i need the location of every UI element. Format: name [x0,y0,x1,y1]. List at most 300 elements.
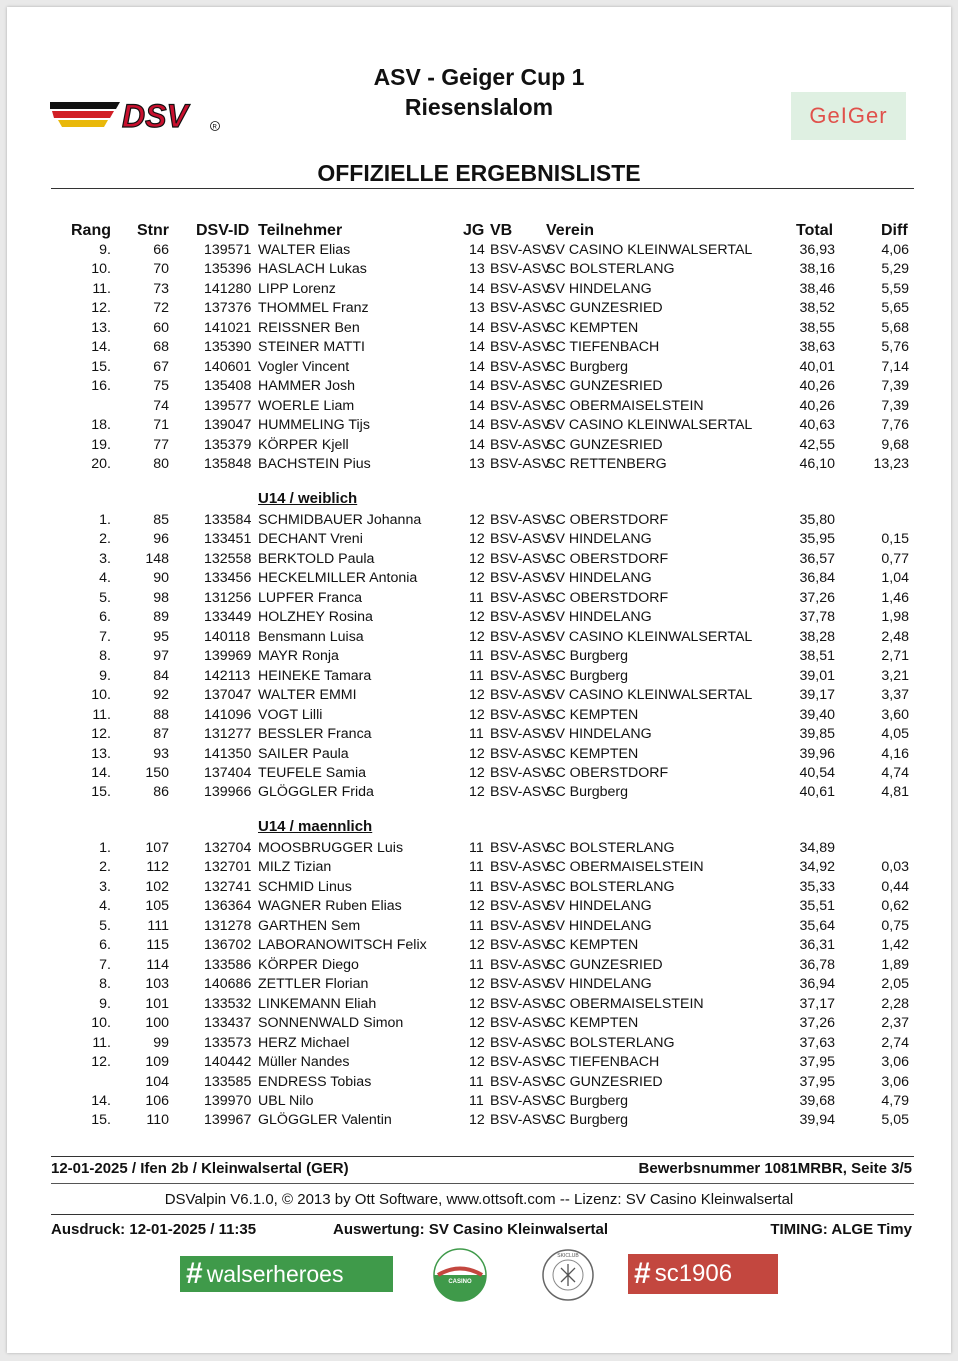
total-time: 38,28 [799,628,835,645]
club: SV HINDELANG [546,917,652,934]
total-time: 35,95 [799,531,835,548]
club: SC TIEFENBACH [546,339,660,356]
total-time: 37,95 [799,1073,835,1090]
time-diff: 1,42 [881,937,909,954]
stnr: 77 [153,436,169,453]
athlete-name: BESSLER Franca [258,726,372,743]
competition-number: Bewerbsnummer 1081MRBR, Seite 3/5 [638,1160,912,1177]
birth-year: 12 [469,570,485,587]
time-diff: 5,29 [881,261,909,278]
rang: 15. [91,1112,111,1129]
stnr: 106 [145,1092,169,1109]
association: BSV-ASV [490,995,551,1012]
table-row [0,456,958,475]
total-time: 40,26 [799,397,835,414]
total-time: 37,17 [799,995,835,1012]
time-diff: 2,28 [881,995,909,1012]
total-time: 36,93 [799,242,835,258]
stnr: 71 [153,417,169,434]
association: BSV-ASV [490,687,551,704]
dsv-id: 142113 [204,667,251,684]
dsv-id: 139969 [204,648,252,665]
table-row [0,359,958,378]
sc1906-logo: # sc1906 [628,1254,778,1294]
birth-year: 14 [469,417,485,434]
total-time: 37,95 [799,1054,835,1071]
athlete-name: THOMMEL Franz [258,300,369,317]
association: BSV-ASV [490,456,551,473]
stnr: 88 [153,706,169,723]
club: SV HINDELANG [546,570,652,587]
birth-year: 12 [469,512,485,528]
rang: 12. [91,726,111,743]
total-time: 40,26 [799,378,835,395]
association: BSV-ASV [490,1092,551,1109]
association: BSV-ASV [490,917,551,934]
association: BSV-ASV [490,628,551,645]
table-row [0,320,958,339]
svg-text:DSV: DSV [122,98,188,134]
association: BSV-ASV [490,417,551,434]
table-row [0,1054,958,1073]
association: BSV-ASV [490,378,551,395]
dsv-id: 139967 [204,1112,252,1129]
time-diff: 4,81 [881,784,909,801]
association: BSV-ASV [490,436,551,453]
association: BSV-ASV [490,976,551,993]
stnr: 100 [145,1015,169,1032]
total-time: 35,51 [799,898,835,915]
association: BSV-ASV [490,1112,551,1129]
total-time: 39,01 [799,667,835,684]
birth-year: 12 [469,609,485,626]
stnr: 102 [145,878,169,895]
total-time: 40,54 [799,764,835,781]
stnr: 107 [145,840,169,856]
stnr: 72 [153,300,169,317]
athlete-name: MILZ Tizian [258,859,332,876]
total-time: 34,89 [799,840,835,856]
total-time: 36,78 [799,956,835,973]
dsv-id: 141021 [204,319,252,336]
club: SC RETTENBERG [546,456,667,473]
association: BSV-ASV [490,589,551,606]
footer-divider-top [51,1156,914,1157]
rang: 2. [99,859,111,876]
rang: 3. [99,550,111,567]
club: SC BOLSTERLANG [546,840,675,856]
footer-divider-bottom [51,1214,914,1215]
association: BSV-ASV [490,397,551,414]
time-diff: 1,98 [881,609,909,626]
stnr: 114 [146,956,169,973]
dsv-id: 133532 [204,995,252,1012]
athlete-name: MAYR Ronja [258,648,339,665]
time-diff: 0,62 [881,898,909,915]
dsv-id: 137376 [204,300,252,317]
club: SC OBERSTDORF [546,512,669,528]
birth-year: 11 [469,1092,484,1109]
rang: 15. [91,784,111,801]
dsv-id: 135396 [204,261,252,278]
total-time: 46,10 [799,456,835,473]
dsv-id: 139970 [204,1092,252,1109]
rang: 14. [91,339,111,356]
dsv-id: 139047 [204,417,252,434]
walserheroes-logo: # walserheroes [180,1256,393,1292]
club: SV CASINO KLEINWALSERTAL [546,628,753,645]
rang: 4. [99,570,111,587]
table-row [0,1074,958,1093]
dsv-id: 140442 [204,1054,252,1071]
club: SV HINDELANG [546,609,652,626]
athlete-name: MOOSBRUGGER Luis [258,840,404,856]
table-row [0,398,958,417]
birth-year: 12 [469,531,485,548]
time-diff: 5,68 [881,319,909,336]
rang: 4. [99,898,111,915]
dsv-id: 139966 [204,784,252,801]
birth-year: 12 [469,706,485,723]
header-jg: JG [463,222,485,239]
stnr: 67 [153,358,169,375]
club: SC GUNZESRIED [546,1073,663,1090]
table-row [0,746,958,765]
total-time: 40,61 [799,784,835,801]
time-diff: 4,16 [881,745,909,762]
time-diff: 2,37 [881,1015,909,1032]
dsv-id: 131256 [204,589,252,606]
total-time: 39,40 [799,706,835,723]
birth-year: 14 [469,242,485,258]
association: BSV-ASV [490,609,551,626]
total-time: 35,33 [799,878,835,895]
title-divider [51,188,914,189]
athlete-name: GLÖGGLER Valentin [258,1112,392,1129]
athlete-name: ENDRESS Tobias [258,1073,372,1090]
birth-year: 11 [469,917,484,934]
athlete-name: WAGNER Ruben Elias [258,898,402,915]
table-row [0,242,958,261]
athlete-name: TEUFELE Samia [258,764,367,781]
athlete-name: HERZ Michael [258,1034,350,1051]
total-time: 35,64 [799,917,835,934]
dsv-id: 133451 [204,531,252,548]
rang: 8. [99,976,111,993]
time-diff: 3,06 [881,1073,909,1090]
stnr: 86 [153,784,169,801]
club: SC Burgberg [546,358,629,375]
athlete-name: DECHANT Vreni [258,531,363,548]
time-diff: 5,76 [881,339,909,356]
time-diff: 4,79 [881,1092,909,1109]
time-diff: 2,74 [881,1034,909,1051]
club: SC KEMPTEN [546,706,639,723]
birth-year: 12 [469,628,485,645]
table-row [0,531,958,550]
dsv-id: 133586 [204,956,252,973]
club: SC GUNZESRIED [546,436,663,453]
table-row [0,570,958,589]
dsv-id: 133437 [204,1015,252,1032]
stnr: 74 [153,397,169,414]
association: BSV-ASV [490,898,551,915]
association: BSV-ASV [490,570,551,587]
time-diff: 2,48 [881,628,909,645]
birth-year: 11 [469,589,484,606]
stnr: 103 [145,976,169,993]
hashtag-icon: # [634,1257,651,1290]
time-diff: 1,04 [881,570,909,587]
dsv-id: 135848 [204,456,252,473]
stnr: 99 [153,1034,169,1051]
rang: 14. [91,764,111,781]
time-diff: 0,44 [881,878,909,895]
table-row [0,339,958,358]
rang: 10. [91,687,111,704]
birth-year: 11 [469,840,484,856]
total-time: 38,63 [799,339,835,356]
rang: 15. [91,358,111,375]
stnr: 112 [146,859,169,876]
time-diff: 5,59 [881,280,909,297]
total-time: 38,16 [799,261,835,278]
association: BSV-ASV [490,784,551,801]
athlete-name: GLÖGGLER Frida [258,784,374,801]
dsv-id: 131278 [204,917,252,934]
stnr: 95 [153,628,169,645]
athlete-name: HASLACH Lukas [258,261,367,278]
birth-year: 12 [469,745,485,762]
casino-sport-logo [433,1248,487,1302]
svg-text:R: R [212,124,217,131]
time-diff: 4,05 [881,726,909,743]
total-time: 39,85 [799,726,835,743]
stnr: 148 [145,550,169,567]
association: BSV-ASV [490,706,551,723]
dsv-id: 133449 [204,609,252,626]
total-time: 37,26 [799,1015,835,1032]
association: BSV-ASV [490,937,551,954]
stnr: 90 [153,570,169,587]
athlete-name: Bensmann Luisa [258,628,364,645]
association: BSV-ASV [490,859,551,876]
geiger-logo: GeIGer [791,92,906,140]
dsv-id: 135408 [204,378,252,395]
dsv-id: 132704 [204,840,252,856]
birth-year: 12 [469,1034,485,1051]
club: SV HINDELANG [546,976,652,993]
stnr: 87 [153,726,169,743]
birth-year: 12 [469,784,485,801]
birth-year: 11 [469,859,484,876]
dsv-id: 140686 [204,976,252,993]
total-time: 39,68 [799,1092,835,1109]
stnr: 97 [153,648,169,665]
skiclub-logo [541,1248,595,1302]
table-row [0,512,958,531]
rang: 16. [91,378,111,395]
time-diff: 0,75 [881,917,909,934]
table-row [0,281,958,300]
association: BSV-ASV [490,550,551,567]
birth-year: 12 [469,898,485,915]
header-name: Teilnehmer [258,222,343,239]
athlete-name: LABORANOWITSCH Felix [258,937,427,954]
association: BSV-ASV [490,667,551,684]
table-row [0,609,958,628]
total-time: 36,84 [799,570,835,587]
rang: 9. [99,242,111,258]
total-time: 37,78 [799,609,835,626]
header-vb: VB [490,222,513,239]
dsv-id: 140601 [204,358,252,375]
stnr: 92 [153,687,169,704]
time-diff: 3,37 [881,687,909,704]
association: BSV-ASV [490,339,551,356]
table-row [0,726,958,745]
time-diff: 1,46 [881,589,909,606]
total-time: 38,46 [799,280,835,297]
stnr: 110 [146,1112,169,1129]
birth-year: 13 [469,261,485,278]
club: SC OBERMAISELSTEIN [546,397,704,414]
association: BSV-ASV [490,512,551,528]
rang: 6. [99,937,111,954]
club: SC KEMPTEN [546,1015,639,1032]
table-row [0,261,958,280]
table-row [0,898,958,917]
association: BSV-ASV [490,840,551,856]
athlete-name: STEINER MATTI [258,339,365,356]
table-row [0,417,958,436]
total-time: 35,80 [799,512,835,528]
rang: 10. [91,261,111,278]
rang: 7. [99,956,111,973]
club: SC KEMPTEN [546,745,639,762]
club: SV HINDELANG [546,531,652,548]
table-row [0,879,958,898]
association: BSV-ASV [490,1054,551,1071]
timing-info: TIMING: ALGE Timy [770,1221,912,1238]
table-row [0,1112,958,1131]
time-diff: 7,14 [881,358,909,375]
table-row [0,957,958,976]
dsv-id: 133584 [204,512,252,528]
total-time: 38,52 [799,300,835,317]
time-diff: 5,05 [881,1112,909,1129]
athlete-name: SONNENWALD Simon [258,1015,404,1032]
dsv-id: 135379 [204,436,252,453]
rang: 5. [99,917,111,934]
rang: 18. [91,417,111,434]
club: SC GUNZESRIED [546,300,663,317]
club: SC Burgberg [546,1112,629,1129]
dsv-id: 140118 [204,628,251,645]
athlete-name: BERKTOLD Paula [258,550,375,567]
stnr: 93 [153,745,169,762]
club: SC Burgberg [546,667,629,684]
time-diff: 7,39 [881,397,909,414]
athlete-name: WALTER Elias [258,242,351,258]
discipline-title: Riesenslalom [404,94,554,120]
total-time: 36,57 [799,550,835,567]
svg-text:SKICLUB: SKICLUB [557,1253,579,1259]
birth-year: 12 [469,764,485,781]
birth-year: 14 [469,378,485,395]
birth-year: 12 [469,1054,485,1071]
athlete-name: HOLZHEY Rosina [258,609,373,626]
header-total: Total [796,222,834,239]
club: SC KEMPTEN [546,937,639,954]
total-time: 39,96 [799,745,835,762]
birth-year: 11 [469,667,484,684]
club: SV HINDELANG [546,280,652,297]
club: SV HINDELANG [546,726,652,743]
event-info: 12-01-2025 / Ifen 2b / Kleinwalsertal (GER) [51,1160,349,1177]
birth-year: 14 [469,436,485,453]
table-row [0,590,958,609]
event-title: ASV - Geiger Cup 1 [373,64,585,90]
time-diff: 0,77 [881,550,909,567]
time-diff: 3,60 [881,706,909,723]
stnr: 70 [153,261,169,278]
header-rang: Rang [71,222,111,239]
stnr: 73 [153,280,169,297]
athlete-name: HEINEKE Tamara [258,667,372,684]
dsv-id: 139577 [204,397,252,414]
birth-year: 14 [469,339,485,356]
stnr: 96 [153,531,169,548]
rang: 14. [91,1092,111,1109]
dsv-id: 131277 [204,726,252,743]
rang: 11. [92,1034,111,1051]
stnr: 68 [153,339,169,356]
table-row [0,996,958,1015]
athlete-name: WALTER EMMI [258,687,357,704]
printout-time: Ausdruck: 12-01-2025 / 11:35 [51,1221,257,1238]
rang: 13. [91,745,111,762]
club: SC GUNZESRIED [546,956,663,973]
birth-year: 13 [469,456,485,473]
stnr: 111 [147,917,169,934]
dsv-id: 137404 [204,764,252,781]
club: SC OBERSTDORF [546,764,669,781]
athlete-name: KÖRPER Diego [258,956,359,973]
rang: 19. [91,436,111,453]
birth-year: 12 [469,976,485,993]
stnr: 109 [145,1054,169,1071]
association: BSV-ASV [490,1073,551,1090]
table-row [0,765,958,784]
total-time: 37,63 [799,1034,835,1051]
rang: 1. [99,512,111,528]
birth-year: 14 [469,397,485,414]
athlete-name: ZETTLER Florian [258,976,369,993]
time-diff: 0,03 [881,859,909,876]
club: SC OBERMAISELSTEIN [546,995,704,1012]
time-diff: 2,71 [881,648,909,665]
time-diff: 4,74 [881,764,909,781]
stnr: 66 [153,242,169,258]
dsv-id: 136702 [204,937,252,954]
time-diff: 7,39 [881,378,909,395]
time-diff: 2,05 [881,976,909,993]
athlete-name: Müller Nandes [258,1054,350,1071]
club: SC Burgberg [546,1092,629,1109]
footer-divider-mid [51,1183,914,1184]
table-row [0,629,958,648]
